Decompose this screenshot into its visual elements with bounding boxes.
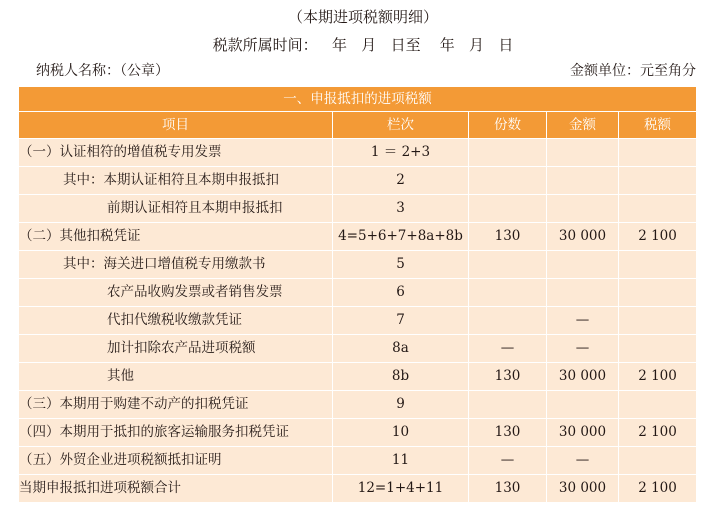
row-line: 2 [333, 167, 469, 195]
row-amount: — [547, 447, 619, 475]
taxpayer-name-label: 纳税人名称：（公章） [36, 63, 169, 79]
row-line: 7 [333, 307, 469, 335]
row-item: 当期申报抵扣进项税额合计 [19, 475, 333, 503]
table-row [19, 335, 697, 363]
row-item: （一）认证相符的增值税专用发票 [19, 139, 333, 167]
row-line: 9 [333, 391, 469, 419]
row-count [469, 279, 547, 307]
row-count [469, 195, 547, 223]
row-item: （五）外贸企业进项税额抵扣证明 [19, 447, 333, 475]
row-tax [619, 139, 697, 167]
period-start-year: 年 [331, 36, 347, 54]
row-line: 4=5+6+7+8a+8b [333, 223, 469, 251]
row-item: 其他 [19, 363, 333, 391]
row-count: 130 [469, 223, 547, 251]
row-line: 3 [333, 195, 469, 223]
row-line: 11 [333, 447, 469, 475]
row-item: 其中：本期认证相符且本期申报抵扣 [19, 167, 333, 195]
row-item: 前期认证相符且本期申报抵扣 [19, 195, 333, 223]
section-title: 一、申报抵扣的进项税额 [19, 87, 697, 112]
row-line: 5 [333, 251, 469, 279]
table-row [19, 307, 697, 335]
table-row [19, 223, 697, 251]
row-tax: 2 100 [619, 363, 697, 391]
row-tax [619, 391, 697, 419]
row-amount [547, 167, 619, 195]
row-amount: 30 000 [547, 363, 619, 391]
column-header-tax: 税额 [619, 112, 697, 139]
form-title: （本期进项税额明细） [287, 8, 438, 26]
period-end-day: 日 [498, 36, 514, 54]
row-amount [547, 279, 619, 307]
column-header-item: 项目 [19, 112, 333, 139]
row-amount [547, 139, 619, 167]
row-count [469, 251, 547, 279]
row-amount [547, 391, 619, 419]
row-amount: 30 000 [547, 419, 619, 447]
row-count [469, 139, 547, 167]
column-header-count: 份数 [469, 112, 547, 139]
row-count: 130 [469, 363, 547, 391]
row-count [469, 167, 547, 195]
table-row [19, 139, 697, 167]
row-tax: 2 100 [619, 475, 697, 503]
row-count: 130 [469, 419, 547, 447]
period-start-month: 月 [361, 36, 377, 54]
row-tax [619, 335, 697, 363]
row-tax [619, 195, 697, 223]
amount-unit-label: 金额单位：元至角分 [570, 63, 696, 79]
row-tax [619, 447, 697, 475]
row-item: （三）本期用于购建不动产的扣税凭证 [19, 391, 333, 419]
row-count: — [469, 335, 547, 363]
row-line: 10 [333, 419, 469, 447]
table-row [19, 391, 697, 419]
row-line: 1 ＝ 2+3 [333, 139, 469, 167]
table-row [19, 363, 697, 391]
table-row [19, 447, 697, 475]
table-row [19, 475, 697, 503]
row-amount [547, 195, 619, 223]
row-item: （四）本期用于抵扣的旅客运输服务扣税凭证 [19, 419, 333, 447]
row-tax [619, 307, 697, 335]
row-amount: — [547, 335, 619, 363]
row-count [469, 307, 547, 335]
row-amount: 30 000 [547, 475, 619, 503]
row-tax [619, 251, 697, 279]
row-count [469, 391, 547, 419]
row-line: 8b [333, 363, 469, 391]
column-header-line: 栏次 [333, 112, 469, 139]
row-tax: 2 100 [619, 223, 697, 251]
table-row [19, 419, 697, 447]
row-amount: — [547, 307, 619, 335]
period-end-month: 月 [469, 36, 485, 54]
row-line: 12=1+4+11 [333, 475, 469, 503]
row-item: 其中：海关进口增值税专用缴款书 [19, 251, 333, 279]
row-line: 6 [333, 279, 469, 307]
row-line: 8a [333, 335, 469, 363]
row-item: 代扣代缴税收缴款凭证 [19, 307, 333, 335]
row-count: — [469, 447, 547, 475]
tax-period [0, 36, 726, 54]
period-start-day: 日至 [390, 36, 421, 54]
row-amount [547, 251, 619, 279]
row-item: （二）其他扣税凭证 [19, 223, 333, 251]
table-row [19, 167, 697, 195]
period-label: 税款所属时间： [212, 36, 318, 54]
period-end-year: 年 [439, 36, 455, 54]
row-item: 加计扣除农产品进项税额 [19, 335, 333, 363]
row-amount: 30 000 [547, 223, 619, 251]
row-tax [619, 167, 697, 195]
row-item: 农产品收购发票或者销售发票 [19, 279, 333, 307]
row-tax [619, 279, 697, 307]
table-row [19, 195, 697, 223]
row-count: 130 [469, 475, 547, 503]
table-row [19, 279, 697, 307]
table-row [19, 251, 697, 279]
input-tax-detail-table [18, 86, 697, 503]
column-header-amount: 金额 [547, 112, 619, 139]
row-tax: 2 100 [619, 419, 697, 447]
